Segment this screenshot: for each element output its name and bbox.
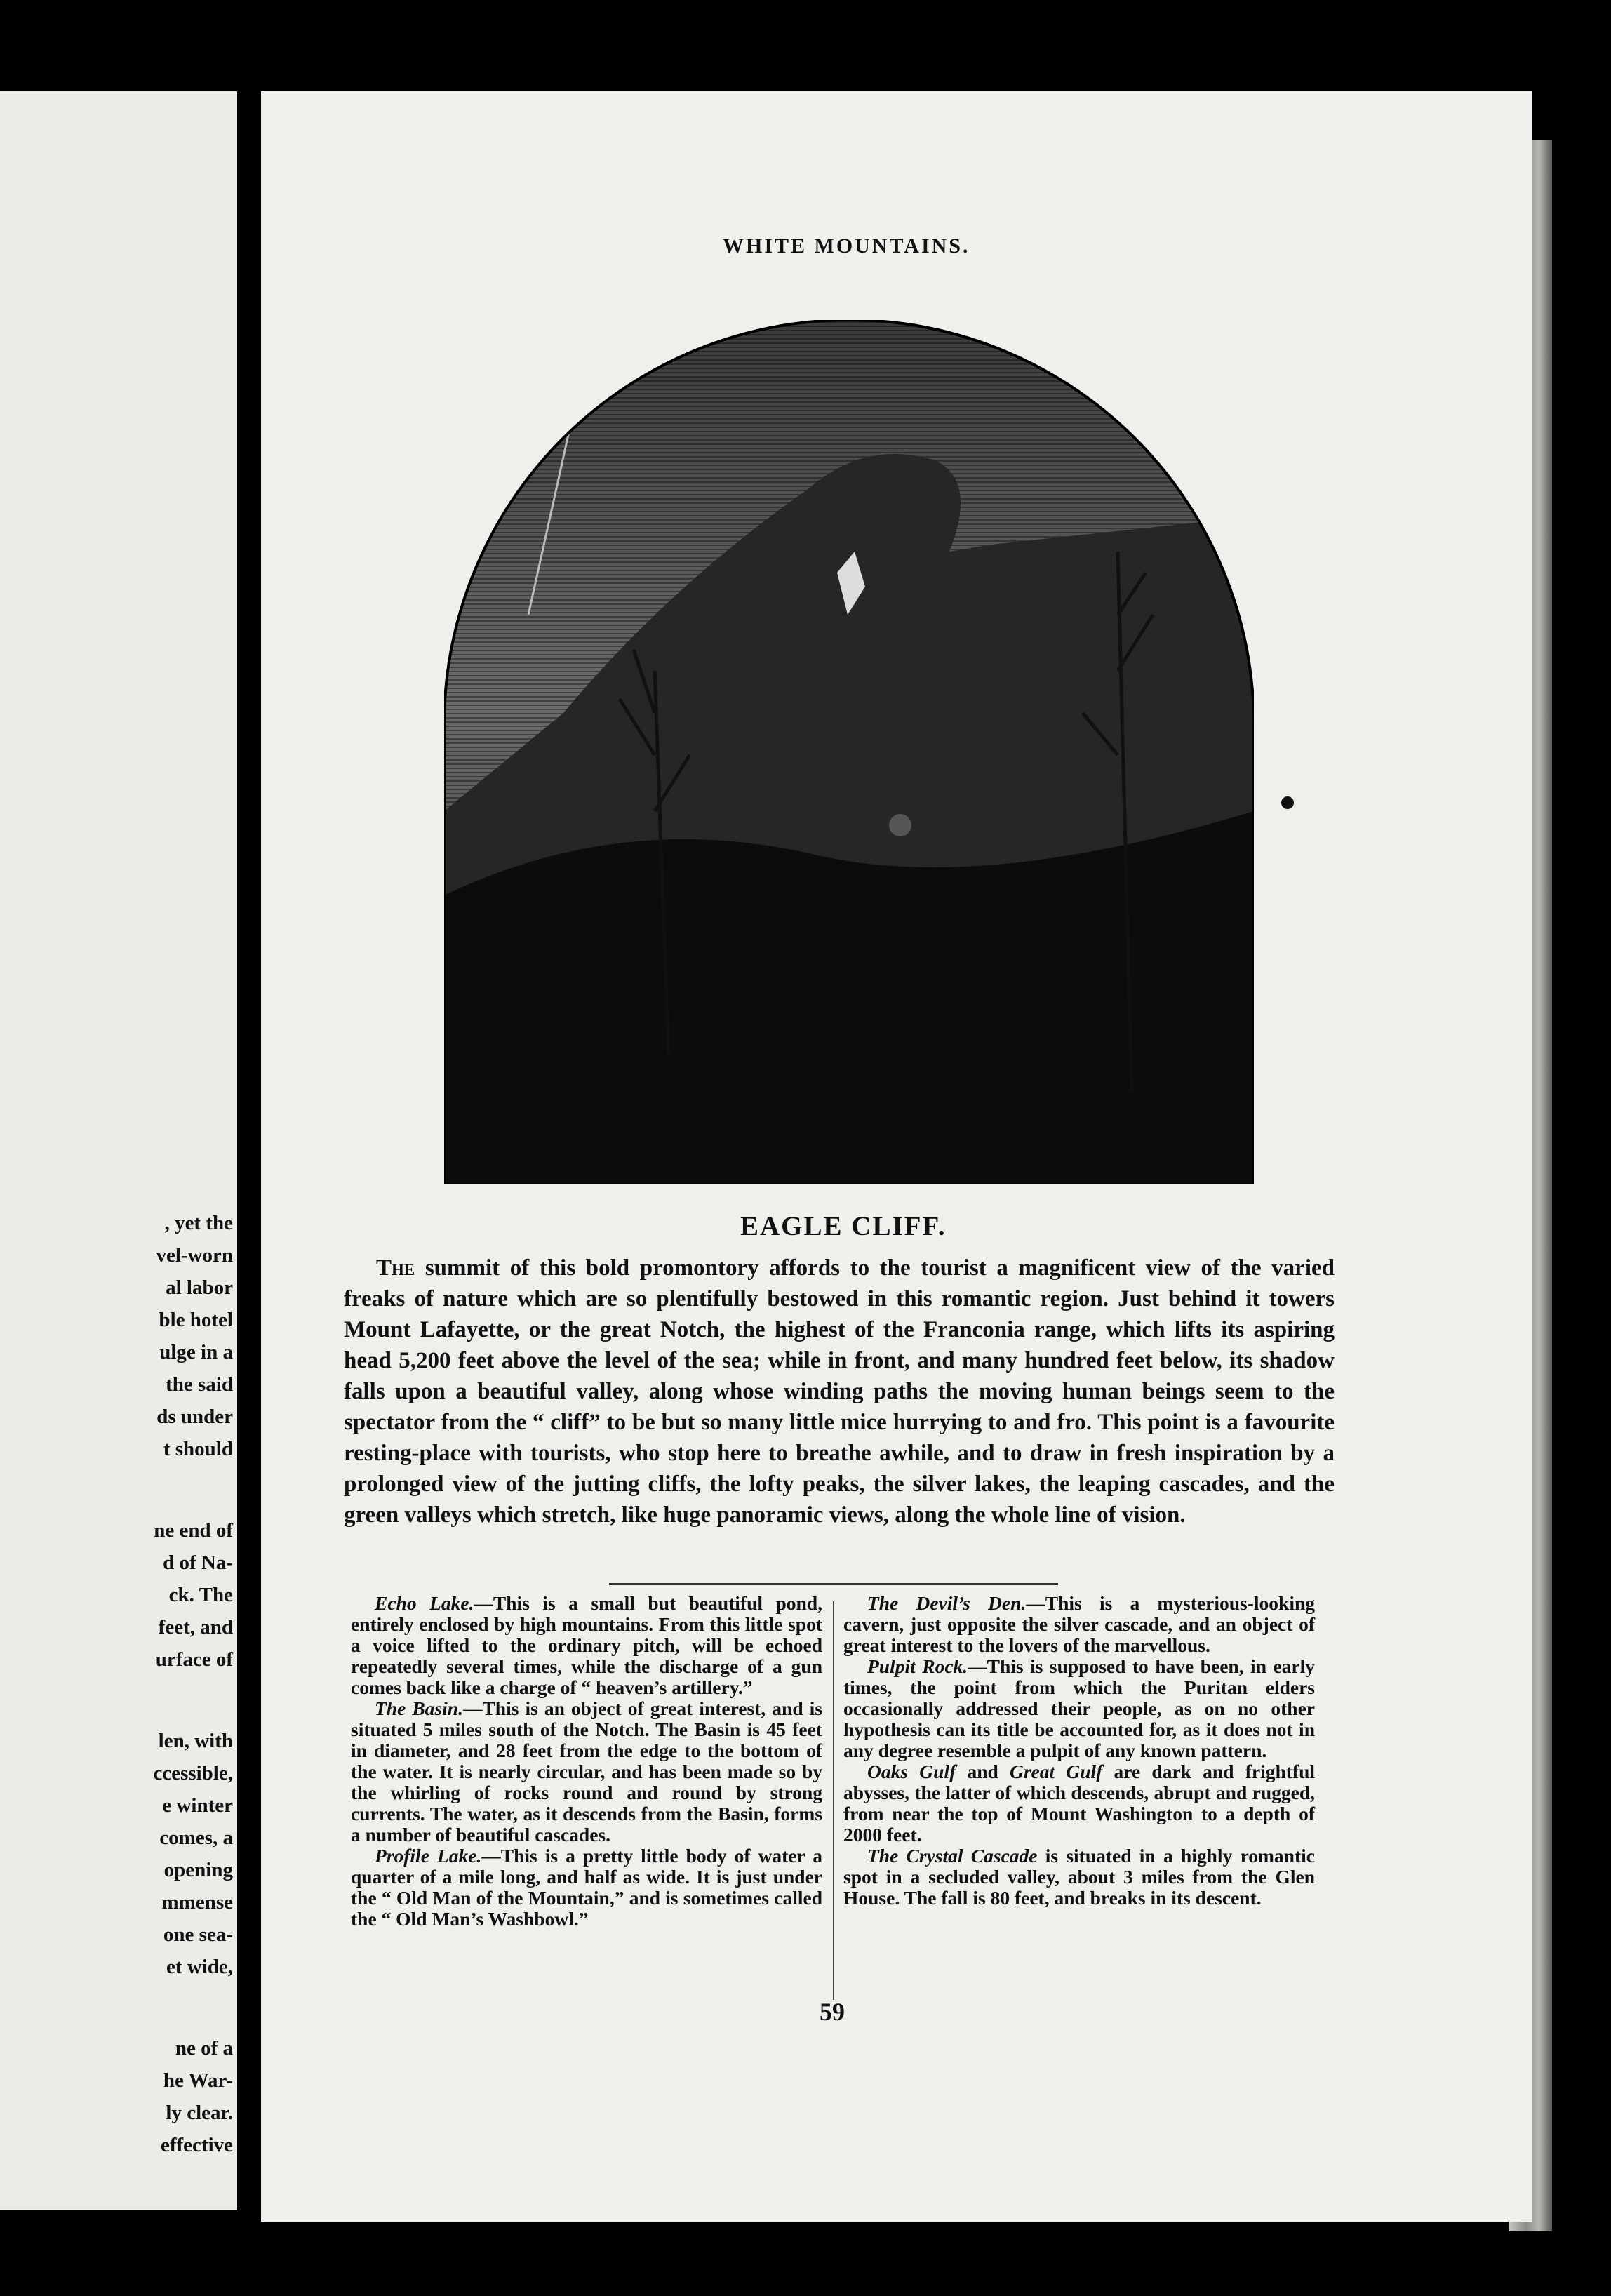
- entry-text: —This is a pretty little body of water a quarter of a mile long, and half as wide. It is just under the “ Old Man of the Mountain,” and is sometimes called the “ Old Man’s Washbowl.”: [351, 1845, 822, 1930]
- facing-line: opening: [163, 1859, 233, 1881]
- running-head: WHITE MOUNTAINS.: [723, 234, 970, 258]
- facing-line: e winter: [162, 1794, 233, 1817]
- facing-line: ccessible,: [153, 1762, 233, 1784]
- entry-devils-den: [843, 1593, 1315, 1656]
- facing-line: ne of a: [175, 2037, 233, 2060]
- facing-page-fragment: [0, 91, 237, 2210]
- plate-title: EAGLE CLIFF.: [740, 1211, 947, 1241]
- left-column: [351, 1593, 822, 1930]
- entry-echo-lake: [351, 1593, 822, 1698]
- entry-name: Profile Lake.: [375, 1845, 482, 1867]
- entry-name: The Crystal Cascade: [867, 1845, 1038, 1867]
- section-rule: [609, 1583, 1058, 1585]
- facing-line: feet, and: [158, 1616, 233, 1638]
- facing-line: one sea-: [163, 1923, 233, 1946]
- entry-text: is situated in a highly romantic spot in a secluded valley, about 3 miles from the Glen House. The fall is 80 feet, and breaks in its descent.: [843, 1845, 1315, 1909]
- entry-text: —This is supposed to have been, in early times, the point from which the Puritan elders occasionally addressed their people, as on no other hypothesis can its title be accounted for, as it does not in any degree resemble a pulpit of any known pattern.: [843, 1655, 1315, 1761]
- main-paragraph: [344, 1253, 1335, 1530]
- page-number: 59: [820, 1998, 845, 2026]
- entry-oaks-gulf: [843, 1761, 1315, 1846]
- entry-the-basin: [351, 1698, 822, 1846]
- facing-line: urface of: [155, 1648, 233, 1671]
- facing-page-text: [22, 1207, 233, 2161]
- facing-line: vel-worn: [156, 1244, 233, 1267]
- facing-line: ds under: [156, 1406, 233, 1428]
- facing-line: ble hotel: [159, 1309, 233, 1331]
- entry-text: —This is a small but beautiful pond, entirely enclosed by high mountains. From this little spot a voice lifted to the ordinary pitch, will be echoed repeatedly several times, while the discharge of a gun comes back like a charge of “ heaven’s artillery.”: [351, 1592, 822, 1698]
- entry-text: —This is a mysterious-looking cavern, just opposite the silver cascade, and an object of great interest to the lovers of the marvellous.: [843, 1592, 1315, 1656]
- facing-line: et wide,: [166, 1956, 233, 1978]
- facing-line: t should: [163, 1438, 233, 1460]
- entry-name-2: Great Gulf: [1010, 1761, 1103, 1782]
- entry-text: —This is an object of great interest, and is situated 5 miles south of the Notch. The Basin is 45 feet in diameter, and 28 feet from the edge to the bottom of the water. It is nearly circular, and has been made so by the whirling of rocks round and round by strong currents. The water, as it descends from the Basin, forms a number of beautiful cascades.: [351, 1697, 823, 1846]
- ink-spot: [1281, 796, 1294, 809]
- facing-line: ly clear.: [166, 2102, 233, 2124]
- right-column: [843, 1593, 1315, 1909]
- column-divider: [833, 1601, 834, 2000]
- engraving-eagle-cliff: [444, 320, 1254, 1184]
- entry-connector: and: [956, 1761, 1010, 1782]
- facing-line: d of Na-: [163, 1551, 233, 1574]
- facing-line: effective: [160, 2134, 233, 2156]
- facing-line: , yet the: [164, 1212, 233, 1234]
- facing-line: mmense: [161, 1891, 233, 1914]
- facing-line: he War-: [163, 2069, 233, 2092]
- entry-name: Echo Lake.: [375, 1592, 474, 1614]
- entry-name: The Devil’s Den.: [867, 1592, 1027, 1614]
- facing-line: ulge in a: [159, 1341, 233, 1363]
- lead-word: The: [376, 1255, 415, 1281]
- facing-line: comes, a: [159, 1827, 233, 1849]
- main-paragraph-text: summit of this bold promontory affords to the tourist a magnificent view of the varied freaks of nature which are so plentifully bestowed in this romantic region. Just behind it towers Mount Lafayette, or the great Notch, the highest of the Franconia range, which lifts its aspiring head 5,200 feet above the level of the sea; while in front, and many hundred feet below, its shadow falls upon a beautiful valley, along whose winding paths the moving human beings seem to the spectator from the “ cliff” to be but so many little mice hurrying to and fro. This point is a favourite resting-place with tourists, who stop here to breathe awhile, and to draw in fresh inspiration by a prolonged view of the jutting cliffs, the lofty peaks, the silver lakes, the leaping cascades, and the green valleys which stretch, like huge panoramic views, along the whole line of vision.: [344, 1255, 1335, 1528]
- entry-name: Pulpit Rock.: [867, 1655, 968, 1677]
- entry-name: The Basin.: [375, 1697, 463, 1719]
- entry-text: are dark and frightful abysses, the latter of which descends, abrupt and rugged, from near the top of Mount Washington to a depth of 2000 feet.: [843, 1761, 1316, 1846]
- entry-name: Oaks Gulf: [867, 1761, 956, 1782]
- entry-profile-lake: [351, 1846, 822, 1930]
- facing-line: ne end of: [154, 1519, 233, 1542]
- facing-line: the said: [166, 1373, 233, 1396]
- facing-line: ck. The: [168, 1584, 233, 1606]
- entry-pulpit-rock: [843, 1656, 1315, 1761]
- facing-line: al labor: [166, 1276, 233, 1299]
- entry-crystal-cascade: [843, 1846, 1315, 1909]
- facing-line: len, with: [158, 1730, 233, 1752]
